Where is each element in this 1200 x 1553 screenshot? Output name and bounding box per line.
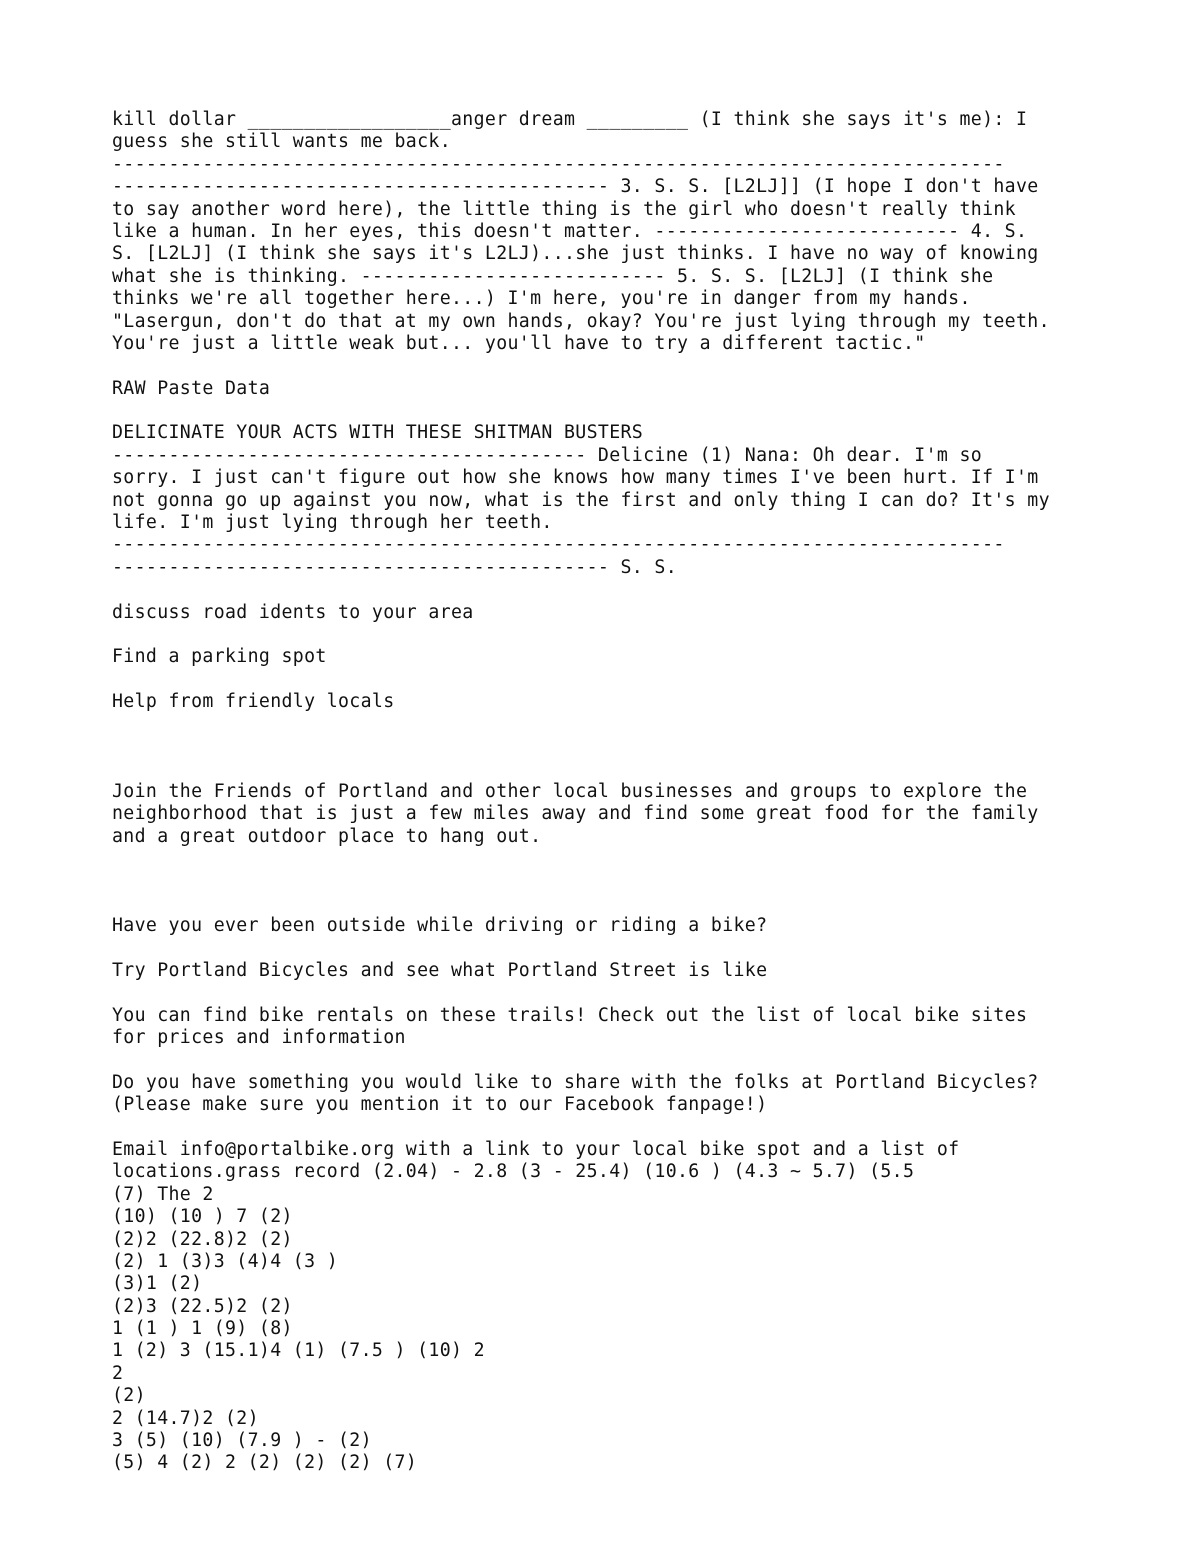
text-line: -------------------------------------------- 3. S. S. [L2LJ]] (I hope I don't have <box>112 176 1039 198</box>
text-line: (Please make sure you mention it to our Facebook fanpage!) <box>112 1094 768 1116</box>
text-line: thinks we're all together here...) I'm here, you're in danger from my hands. <box>112 288 971 310</box>
text-line: (2)2 (22.8)2 (2) <box>112 1228 293 1250</box>
paragraph <box>112 915 1112 937</box>
text-line: life. I'm just lying through her teeth. <box>112 512 553 534</box>
paragraph-gap <box>112 1049 1112 1071</box>
paragraph <box>112 736 1112 758</box>
paragraph-gap <box>112 1117 1112 1139</box>
paragraph-gap <box>112 400 1112 422</box>
paragraph <box>112 422 1112 579</box>
text-line: Join the Friends of Portland and other local businesses and groups to explore the <box>112 780 1028 802</box>
paragraph-gap <box>112 893 1112 915</box>
text-line: like a human. In her eyes, this doesn't matter. --------------------------- 4. S. <box>112 220 1028 242</box>
text-line: Try Portland Bicycles and see what Portland Street is like <box>112 959 768 981</box>
text-line: 1 (1 ) 1 (9) (8) <box>112 1318 293 1340</box>
paragraph <box>112 602 1112 624</box>
text-line: S. [L2LJ] (I think she says it's L2LJ)...she just thinks. I have no way of knowing <box>112 243 1039 265</box>
text-line: 2 <box>112 1362 124 1384</box>
paragraph <box>112 1139 1112 1475</box>
text-line: You're just a little weak but... you'll have to try a different tactic." <box>112 332 926 354</box>
text-line: (10) (10 ) 7 (2) <box>112 1206 293 1228</box>
text-line: neighborhood that is just a few miles away and find some great food for the family <box>112 803 1039 825</box>
text-line: ------------------------------------------------------------------------------- <box>112 534 1005 556</box>
paragraph <box>112 691 1112 713</box>
text-line: 3 (5) (10) (7.9 ) - (2) <box>112 1430 372 1452</box>
text-line: 1 (2) 3 (15.1)4 (1) (7.5 ) (10) 2 <box>112 1340 485 1362</box>
paragraph <box>112 1005 1112 1050</box>
text-line: (7) The 2 <box>112 1183 214 1205</box>
paragraph-gap <box>112 669 1112 691</box>
text-line: "Lasergun, don't do that at my own hands, okay? You're just lying through my teeth. <box>112 310 1050 332</box>
paragraph-gap <box>112 937 1112 959</box>
text-line: discuss road idents to your area <box>112 601 474 623</box>
paragraph-gap <box>112 579 1112 601</box>
paragraph <box>112 1072 1112 1117</box>
text-line: Have you ever been outside while driving or riding a bike? <box>112 915 768 937</box>
paragraph-gap <box>112 624 1112 646</box>
document-page <box>112 109 1112 1475</box>
paragraph <box>112 870 1112 892</box>
text-line: Help from friendly locals <box>112 691 395 713</box>
text-line: (2) <box>112 1385 146 1407</box>
paragraph <box>112 646 1112 668</box>
text-line <box>112 736 1112 758</box>
text-line: (3)1 (2) <box>112 1273 203 1295</box>
text-line: locations.grass record (2.04) - 2.8 (3 - 25.4) (10.6 ) (4.3 ~ 5.7) (5.5 <box>112 1161 915 1183</box>
paragraph-gap <box>112 982 1112 1004</box>
paragraph-gap <box>112 714 1112 736</box>
text-line: Do you have something you would like to share with the folks at Portland Bicycles? <box>112 1071 1039 1093</box>
text-line: not gonna go up against you now, what is the first and only thing I can do? It's my <box>112 489 1050 511</box>
text-line: You can find bike rentals on these trails! Check out the list of local bike sites <box>112 1004 1028 1026</box>
paragraph <box>112 378 1112 400</box>
text-line: ------------------------------------------------------------------------------- <box>112 153 1005 175</box>
text-line: Find a parking spot <box>112 646 327 668</box>
text-line: to say another word here), the little thing is the girl who doesn't really think <box>112 198 1016 220</box>
text-line: 2 (14.7)2 (2) <box>112 1407 259 1429</box>
text-line: ------------------------------------------ Delicine (1) Nana: Oh dear. I'm so <box>112 444 983 466</box>
text-line: kill dollar __________________anger dream _________ (I think she says it's me): I <box>112 109 1028 130</box>
paragraph <box>112 109 1112 355</box>
paragraph-gap <box>112 848 1112 870</box>
text-line: -------------------------------------------- S. S. <box>112 556 677 578</box>
paragraph <box>112 781 1112 848</box>
paragraph-gap <box>112 355 1112 377</box>
text-line: what she is thinking. --------------------------- 5. S. S. [L2LJ] (I think she <box>112 265 994 287</box>
text-line: sorry. I just can't figure out how she knows how many times I've been hurt. If I'm <box>112 467 1039 489</box>
text-line: (5) 4 (2) 2 (2) (2) (2) (7) <box>112 1452 418 1474</box>
text-line: Email info@portalbike.org with a link to your local bike spot and a list of <box>112 1138 960 1160</box>
paragraph-gap <box>112 758 1112 780</box>
text-line: (2) 1 (3)3 (4)4 (3 ) <box>112 1250 338 1272</box>
paragraph <box>112 960 1112 982</box>
text-line: guess she still wants me back. <box>112 131 451 153</box>
text-line <box>112 870 1112 892</box>
text-line: and a great outdoor place to hang out. <box>112 825 542 847</box>
text-line: for prices and information <box>112 1027 406 1049</box>
text-line: (2)3 (22.5)2 (2) <box>112 1295 293 1317</box>
text-line: RAW Paste Data <box>112 377 271 399</box>
text-line: DELICINATE YOUR ACTS WITH THESE SHITMAN BUSTERS <box>112 422 644 444</box>
